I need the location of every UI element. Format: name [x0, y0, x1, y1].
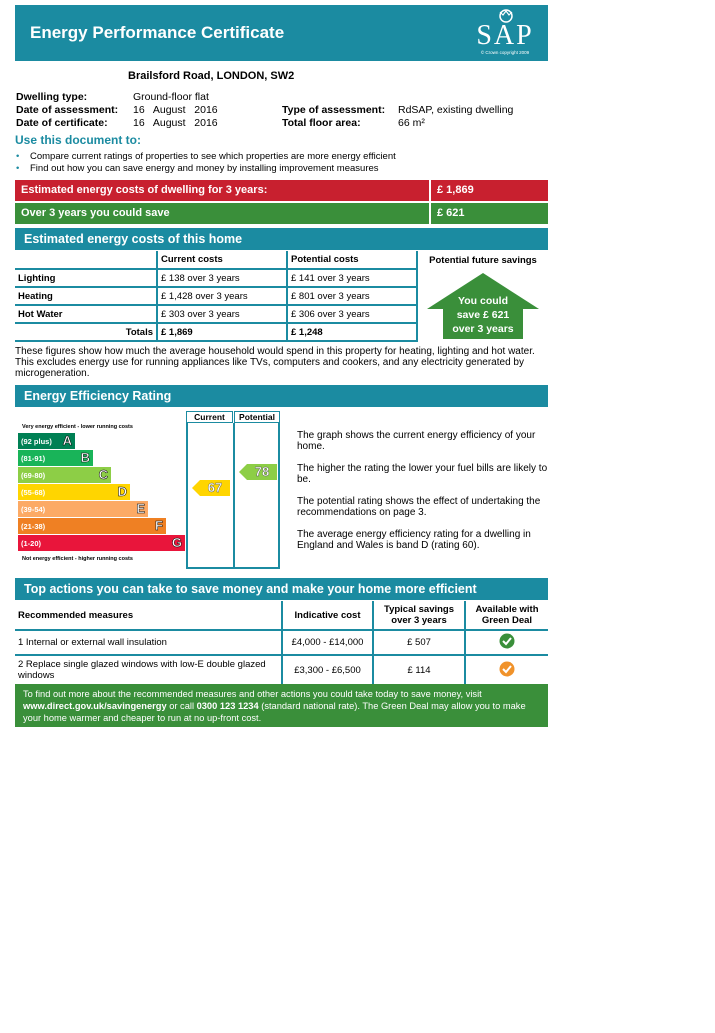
table-row: 1 Internal or external wall insulation £4,000 - £14,000 £ 507: [15, 630, 548, 655]
type-assessment-value: RdSAP, existing dwelling: [398, 104, 514, 116]
band-range: (69-80): [21, 471, 46, 480]
rating-band-b: [18, 450, 93, 466]
efficiency-section-heading: Energy Efficiency Rating: [15, 385, 548, 407]
efficient-note: Very energy efficient - lower running costs: [22, 424, 133, 430]
totals-label: Totals: [15, 323, 157, 341]
sap-logo: [465, 8, 545, 58]
save-label: Over 3 years you could save: [15, 203, 429, 224]
date-assessment-value: 16 August 2016: [133, 104, 218, 116]
floor-area-value: 66 m²: [398, 117, 425, 129]
band-range: (55-68): [21, 488, 46, 497]
saving-energy-link[interactable]: www.direct.gov.uk/savingenergy: [23, 701, 167, 711]
estimated-cost-value: £ 1,869: [431, 180, 548, 201]
band-range: (1-20): [21, 539, 42, 548]
band-range: (81-91): [21, 454, 46, 463]
estimated-cost-label: Estimated energy costs of dwelling for 3 years:: [15, 180, 429, 201]
costs-note: These figures show how much the average household would spend in this property for heating, lighting and hot water. This excludes energy use for running appliances like TVs, computers and cookers, and any electricity generated by microgeneration.: [15, 346, 535, 379]
totals-potential: £ 1,248: [287, 323, 417, 341]
efficiency-text-3: The potential rating shows the effect of undertaking the recommendations on page 3.: [297, 496, 541, 518]
table-row: 2 Replace single glazed windows with low-E double glazed windows £3,300 - £6,500 £ 114: [15, 655, 548, 685]
chart-divider: [233, 423, 235, 569]
potential-savings-text: You could save £ 621 over 3 years: [452, 295, 514, 335]
property-address: Brailsford Road, LONDON, SW2: [128, 70, 295, 82]
col-current-header: Current costs: [157, 251, 287, 269]
col-measures-header: Recommended measures: [15, 601, 282, 630]
use-document-heading: Use this document to:: [15, 133, 142, 147]
table-row: Lighting £ 138 over 3 years £ 141 over 3 years: [15, 269, 548, 287]
efficiency-text-1: The graph shows the current energy efficiency of your home.: [297, 430, 536, 452]
footer-info: To find out more about the recommended measures and other actions you could take today to save money, visit www.direct.gov.uk/savingenergy or call 0300 123 1234 (standard national rate). The Green Deal may allow you to make your home warmer and cheaper to run at no up-front cost.: [15, 684, 548, 727]
efficiency-text-2: The higher the rating the lower your fuel bills are likely to be.: [297, 463, 548, 485]
header-banner: [15, 5, 548, 61]
phone-number: 0300 123 1234: [196, 701, 259, 711]
actions-section-heading: Top actions you can take to save money and make your home more efficient: [15, 578, 548, 600]
band-letter: B: [80, 450, 90, 465]
band-letter: D: [117, 484, 127, 499]
save-bar: [15, 203, 548, 224]
dwelling-type-label: Dwelling type:: [16, 91, 88, 103]
totals-current: £ 1,869: [157, 323, 287, 341]
green-deal-tick-icon: [499, 661, 515, 677]
col-potential-rating-header: Potential: [234, 411, 280, 423]
date-certificate-label: Date of certificate:: [16, 117, 108, 129]
chart-divider: [186, 567, 280, 569]
col-green-deal-header: Available with Green Deal: [465, 601, 548, 630]
col-savings-header: Potential future savings: [417, 251, 548, 269]
list-item: • Compare current ratings of properties to see which properties are more energy efficient: [16, 151, 396, 162]
green-deal-tick-icon: [499, 633, 515, 649]
band-letter: C: [98, 467, 108, 482]
dwelling-type-value: Ground-floor flat: [133, 91, 209, 103]
band-letter: G: [171, 535, 182, 550]
col-current-rating-header: Current: [186, 411, 233, 423]
efficiency-text-4: The average energy efficiency rating for a dwelling in England and Wales is band D (rating 60).: [297, 529, 531, 551]
chart-divider: [278, 423, 280, 569]
potential-rating-value: 78: [254, 464, 270, 479]
floor-area-label: Total floor area:: [282, 117, 361, 129]
band-letter: E: [136, 501, 145, 516]
logo-copyright: © Crown copyright 2009: [480, 50, 530, 55]
current-rating-value: 67: [207, 480, 223, 495]
date-assessment-label: Date of assessment:: [16, 104, 119, 116]
band-range: (21-38): [21, 522, 46, 531]
band-letter: F: [155, 518, 163, 533]
costs-section-heading: Estimated energy costs of this home: [15, 228, 548, 250]
actions-table: [15, 601, 548, 686]
band-letter: A: [62, 433, 72, 448]
band-range: (39-54): [21, 505, 46, 514]
sap-logo-text: SAP: [476, 20, 534, 51]
date-certificate-value: 16 August 2016: [133, 117, 218, 129]
page-title: Energy Performance Certificate: [30, 23, 285, 42]
estimated-cost-bar: [15, 180, 548, 201]
rating-band-g: [18, 535, 185, 551]
rating-band-c: [18, 467, 111, 483]
list-item: • Find out how you can save energy and money by installing improvement measures: [16, 163, 379, 174]
rating-band-d: [18, 484, 130, 500]
table-row: Heating £ 1,428 over 3 years £ 801 over 3 years: [15, 287, 548, 305]
col-potential-header: Potential costs: [287, 251, 417, 269]
save-value: £ 621: [431, 203, 548, 224]
inefficient-note: Not energy efficient - higher running costs: [22, 556, 133, 562]
rating-band-e: [18, 501, 148, 517]
rating-band-f: [18, 518, 166, 534]
table-row: Hot Water £ 303 over 3 years £ 306 over 3 years: [15, 305, 548, 323]
chart-divider: [186, 423, 188, 569]
type-assessment-label: Type of assessment:: [282, 104, 386, 116]
col-cost-header: Indicative cost: [282, 601, 373, 630]
col-typical-savings-header: Typical savings over 3 years: [373, 601, 465, 630]
band-range: (92 plus): [21, 437, 52, 446]
rating-band-a: [18, 433, 75, 449]
